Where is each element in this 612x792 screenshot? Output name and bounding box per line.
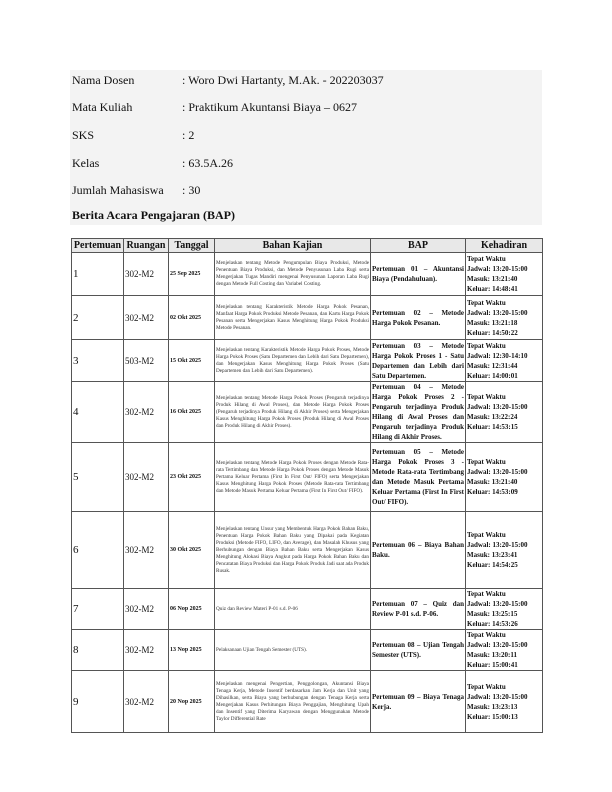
tanggal-cell: 30 Okt 2025 [169, 512, 215, 589]
attendance-out: Keluar: 15:00:13 [467, 712, 518, 721]
bahan-kajian-cell: Quiz dan Review Materi P-01 s.d. P-06 [215, 589, 371, 630]
table-row [72, 382, 543, 443]
sks-value: : 2 [182, 128, 195, 142]
pertemuan-cell: 1 [72, 253, 124, 296]
ruangan-cell: 302-M2 [124, 253, 169, 296]
header-bahan-kajian: Bahan Kajian [215, 239, 371, 253]
header-tanggal: Tanggal [169, 239, 215, 253]
attendance-out: Keluar: 14:53:15 [467, 423, 518, 431]
attendance-out: Keluar: 14:50:22 [467, 328, 518, 337]
bap-cell: Pertemuan 05 – Metode Harga Pokok Proses 3 - Metode Rata-rata Tertimbang dan Metode Masuk Pertama Keluar Pertama (First In First Out/ FIFO). [371, 443, 466, 512]
header-ruangan: Ruangan [124, 239, 169, 253]
bahan-kajian-cell: Pelaksanaan Ujian Tengah Semester (UTS). [215, 630, 371, 671]
attendance-schedule: Jadwal: 12:30-14:10 [467, 351, 528, 360]
attendance-out: Keluar: 14:54:25 [467, 561, 518, 569]
bap-cell: Pertemuan 01 – Akuntansi Biaya (Pendahuluan). [371, 253, 466, 296]
pertemuan-cell: 9 [72, 671, 124, 733]
bahan-kajian-cell: Menjelaskan tentang Metode Pengumpulan Biaya Produksi, Metode Penentuan Biaya Produksi, dan Metode Penyusunan Laba Rugi serta Mengerjakan Tugas Mandiri mengenai Penyusunan Laporan Laba Rugi dengan Metode Full Costing dan Variabel Costing. [215, 253, 371, 296]
attendance-out: Keluar: 14:48:41 [467, 285, 518, 293]
bahan-kajian-cell: Menjelaskan tentang Unsur yang Membentuk Harga Pokok Bahan Baku, Penentuan Harga Pokok Bahan Baku yang Dipakai pada Kegiatan Produksi (Metode FIFO, LIFO, dan Average), dan Masalah Khusus yang Berhubungan dengan Biaya Bahan Baku serta Mengerjakan Kasus Menghitung Alokasi Biaya Angkut pada Harga Pokok Bahan Baku dan Pencatatan Biaya Produksi dan Harga Pokok Produk Jadi saat ada Produk Rusak. [215, 512, 371, 589]
bap-cell: Pertemuan 09 – Biaya Tenaga Kerja. [371, 671, 466, 733]
kehadiran-cell [466, 443, 543, 512]
attendance-status: Tepat Waktu [467, 631, 506, 639]
kehadiran-cell [466, 296, 543, 340]
pertemuan-cell: 7 [72, 589, 124, 630]
bahan-kajian-cell: Menjelaskan mengenai Pengertian, Penggolongan, Akuntansi Biaya Tenaga Kerja, Metode Insentif berdasarkan Jam Kerja dan Unit yang Dihasilkan, serta Biaya yang berhubungan dengan Tenaga Kerja serta Mengerjakan Kasus Perhitungan Biaya Penggajian, Menghitung Upah dan Insentif yang Diterima Karyawan dengan Menggunakan Metode Taylor Differential Rate [215, 671, 371, 733]
attendance-status: Tepat Waktu [467, 298, 506, 307]
table-row [72, 630, 543, 671]
attendance-in: Masuk: 13:22:24 [467, 413, 518, 421]
bap-cell: Pertemuan 03 – Metode Harga Pokok Proses 1 - Satu Departemen dan Lebih dari Satu Departemen. [372, 341, 464, 380]
attendance-schedule: Jadwal: 13:20-15:00 [467, 600, 528, 608]
attendance-in: Masuk: 13:20:11 [467, 651, 517, 659]
pertemuan-cell: 5 [72, 443, 124, 512]
kelas-value: : 63.5A.26 [182, 156, 233, 170]
attendance-in: Masuk: 13:23:13 [467, 702, 518, 711]
attendance-in: Masuk: 13:21:40 [467, 275, 518, 283]
pertemuan-cell: 8 [72, 630, 124, 671]
table-row [72, 589, 543, 630]
sks-label: SKS [72, 128, 95, 142]
attendance-status: Tepat Waktu [467, 341, 506, 350]
bap-cell: Pertemuan 02 – Metode Harga Pokok Pesanan. [371, 296, 466, 340]
table-row [72, 340, 543, 382]
kehadiran-cell [466, 671, 543, 733]
attendance-out: Keluar: 14:00:01 [467, 371, 518, 380]
tanggal-cell: 13 Nop 2025 [169, 630, 215, 671]
ruangan-cell: 302-M2 [124, 630, 169, 671]
tanggal-cell: 15 Okt 2025 [169, 340, 215, 382]
attendance-schedule: Jadwal: 13:20-15:00 [467, 541, 528, 549]
attendance-status: Tepat Waktu [467, 393, 506, 401]
course-info-block [70, 70, 542, 225]
ruangan-cell: 503-M2 [124, 340, 169, 382]
pertemuan-cell: 3 [72, 340, 124, 382]
kehadiran-cell [466, 589, 543, 630]
attendance-in: Masuk: 12:31:44 [467, 361, 518, 370]
attendance-schedule: Jadwal: 13:20-15:00 [467, 692, 528, 701]
jumlah-mahasiswa-value: : 30 [182, 183, 201, 197]
attendance-schedule: Jadwal: 13:20-15:00 [467, 641, 528, 649]
bahan-kajian-cell: Menjelaskan tentang Metode Harga Pokok Proses (Pengaruh terjadinya Produk Hilang di Awal Proses), dan Metode Harga Pokok Proses (Pengaruh terjadinya Produk Hilang di Akhir Proses) serta Mengerjakan Kasus Menghitung Harga Pokok Proses (Produk Hilang di Awal Proses dan Produk Hilang di Akhir Proses). [215, 382, 371, 443]
attendance-out: Keluar: 14:53:09 [467, 488, 518, 496]
pertemuan-cell: 6 [72, 512, 124, 589]
bahan-kajian-cell: Menjelaskan tentang Karakteristik Metode Harga Pokok Proses, Metode Harga Pokok Proses (Satu Departemen dan Lebih dari Satu Departemen), dan Mengerjakan Kasus Menghitung Harga Pokok Proses (Satu Departemen dan Lebih dari Satu Departemen). [215, 340, 371, 382]
ruangan-cell: 302-M2 [124, 671, 169, 733]
jumlah-mahasiswa-label: Jumlah Mahasiswa [72, 183, 164, 197]
kehadiran-cell [466, 253, 543, 296]
header-kehadiran: Kehadiran [466, 239, 543, 253]
tanggal-cell: 06 Nop 2025 [169, 589, 215, 630]
table-row [72, 512, 543, 589]
attendance-out: Keluar: 14:53:26 [467, 620, 518, 628]
bap-cell: Pertemuan 06 – Biaya Bahan Baku. [371, 512, 466, 589]
header-bap: BAP [371, 239, 466, 253]
ruangan-cell: 302-M2 [124, 296, 169, 340]
bap-cell: Pertemuan 08 – Ujian Tengah Semester (UTS). [371, 630, 466, 671]
attendance-schedule: Jadwal: 13:20-15:00 [467, 403, 528, 411]
table-header-row [72, 239, 543, 253]
ruangan-cell: 302-M2 [124, 512, 169, 589]
kelas-label: Kelas [72, 156, 100, 170]
attendance-status: Tepat Waktu [467, 682, 506, 691]
table-row [72, 253, 543, 296]
mata-kuliah-value: : Praktikum Akuntansi Biaya – 0627 [182, 100, 357, 114]
ruangan-cell: 302-M2 [124, 589, 169, 630]
table-row [72, 296, 543, 340]
table-row [72, 443, 543, 512]
ruangan-cell: 302-M2 [124, 382, 169, 443]
dosen-value: : Woro Dwi Hartanty, M.Ak. - 202203037 [182, 73, 384, 87]
tanggal-cell: 16 Okt 2025 [169, 382, 215, 443]
attendance-in: Masuk: 13:21:40 [467, 478, 518, 486]
header-pertemuan: Pertemuan [72, 239, 124, 253]
pertemuan-cell: 4 [72, 382, 124, 443]
pertemuan-cell: 2 [72, 296, 124, 340]
bahan-kajian-cell: Menjelaskan tentang Karakteristik Metode Harga Pokok Pesanan, Manfaat Harga Pokok Produksi Metode Pesanan, dan Kartu Harga Pokok Pesanan serta Mengerjakan Kasus Menghitung Harga Pokok Produksi Metode Pesanan. [215, 296, 371, 340]
attendance-schedule: Jadwal: 13:20-15:00 [467, 308, 528, 317]
kehadiran-cell [466, 630, 543, 671]
table-row [72, 671, 543, 733]
tanggal-cell: 25 Sep 2025 [169, 253, 215, 296]
attendance-status: Tepat Waktu [467, 590, 506, 598]
ruangan-cell: 302-M2 [124, 443, 169, 512]
attendance-schedule: Jadwal: 13:20-15:00 [467, 265, 528, 273]
attendance-in: Masuk: 13:21:18 [467, 318, 518, 327]
mata-kuliah-label: Mata Kuliah [72, 100, 133, 114]
dosen-label: Nama Dosen [72, 73, 135, 87]
attendance-out: Keluar: 15:00:41 [467, 661, 518, 669]
section-title: Berita Acara Pengajaran (BAP) [72, 208, 235, 222]
bap-cell: Pertemuan 04 – Metode Harga Pokok Proses 2 - Pengaruh terjadinya Produk Hilang di Awal Proses dan Pengaruh terjadinya Produk Hilang di Akhir Proses. [372, 383, 464, 441]
attendance-status: Tepat Waktu [467, 458, 506, 466]
attendance-schedule: Jadwal: 13:20-15:00 [467, 468, 528, 476]
attendance-in: Masuk: 13:25:15 [467, 610, 518, 618]
bap-cell: Pertemuan 07 – Quiz dan Review P-01 s.d. P-06. [371, 589, 466, 630]
tanggal-cell: 23 Okt 2025 [169, 443, 215, 512]
attendance-in: Masuk: 13:23:41 [467, 551, 518, 559]
tanggal-cell: 20 Nop 2025 [169, 671, 215, 733]
tanggal-cell: 02 Okt 2025 [169, 296, 215, 340]
bahan-kajian-cell: Menjelaskan tentang Metode Harga Pokok Proses dengan Metode Rata-rata Tertimbang dan Metode Harga Pokok Proses dengan Metode Masuk Pertama Keluar Pertama (First In First Out/ FIFO) serta Mengerjakan Kasus Menghitung Harga Pokok Proses (Metode Rata-rata Tertimbang dan Metode Masuk Pertama Keluar Pertama (First In First Out/ FIFO). [215, 443, 371, 512]
kehadiran-cell [466, 340, 543, 382]
attendance-status: Tepat Waktu [467, 255, 506, 263]
bap-table [71, 238, 543, 733]
attendance-status: Tepat Waktu [467, 531, 506, 539]
kehadiran-cell [466, 382, 543, 443]
kehadiran-cell [466, 512, 543, 589]
